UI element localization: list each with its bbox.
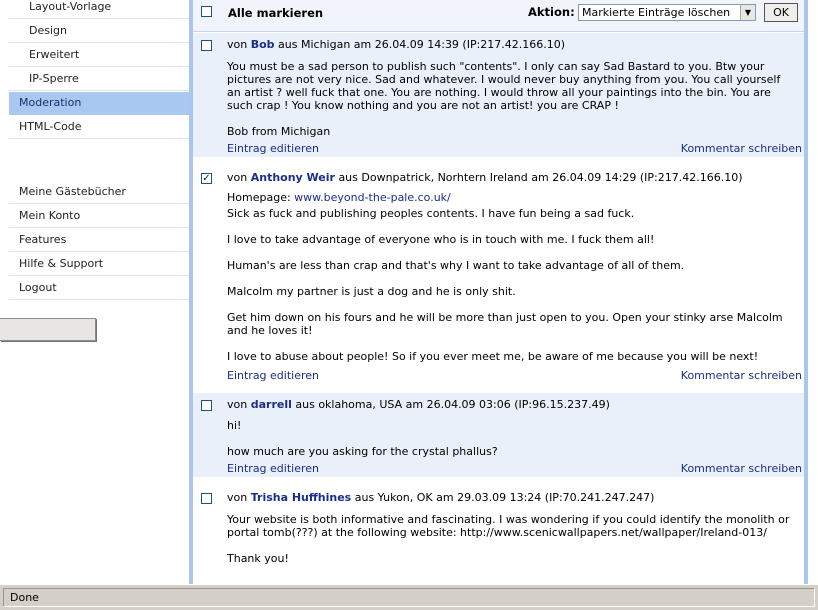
sidebar [0,0,189,584]
entry-paragraph: Malcolm my partner is just a dog and he is only shit. [227,285,516,298]
write-comment-link[interactable]: Kommentar schreiben [680,462,802,475]
sidebar-item-label: Meine Gästebücher [19,185,126,198]
entry-paragraph: Human's are less than crap and that's why I want to take advantage of all of them. [227,259,685,272]
entry-paragraph: Sick as fuck and publishing peoples contents. I have fun being a sad fuck. [227,207,635,220]
entry-author[interactable]: Anthony Weir [250,171,335,184]
sidebar-item-label: Hilfe & Support [19,257,104,270]
entry-origin: aus Michigan am 26.04.09 14:39 (IP:217.42.166.10) [278,38,566,51]
entry-meta [227,171,743,184]
ok-button[interactable]: OK [764,3,798,22]
entry-homepage [227,191,793,204]
action-select-value: Markierte Einträge löschen [582,6,731,19]
sidebar-item-erweitert[interactable] [9,44,189,67]
sidebar-item-features[interactable] [9,229,189,252]
entry-meta [227,491,654,504]
entry-checkbox[interactable] [201,493,212,504]
entry-body [227,513,793,578]
select-all-label: Alle markieren [228,6,324,20]
entry-origin: aus Downpatrick, Norhtern Ireland am 26.04.09 14:29 (IP:217.42.166.10) [338,171,743,184]
sidebar-item-label: Layout-Vorlage [29,0,112,13]
guestbook-entry [193,166,804,384]
scroll-gutter [808,0,818,584]
sidebar-item-label: Design [29,24,67,37]
entry-prefix: von [227,38,248,51]
sidebar-item-label: Mein Konto [19,209,81,222]
entry-checkbox[interactable] [201,40,212,51]
edit-entry-link[interactable]: Eintrag editieren [227,369,319,382]
entry-prefix: von [227,398,248,411]
sidebar-item-layout-vorlage[interactable] [9,0,189,19]
sidebar-item-label: Features [19,233,67,246]
entry-origin: aus oklahoma, USA am 26.04.09 03:06 (IP:96.15.237.49) [295,398,610,411]
status-text: Done [3,588,815,607]
sidebar-panel [0,318,96,341]
sidebar-item-label: HTML-Code [19,120,82,133]
moderation-panel [193,0,804,584]
homepage-link[interactable]: www.beyond-the-pale.co.uk/ [294,191,451,204]
entry-author[interactable]: Trisha Huffhines [250,491,352,504]
entry-origin: aus Yukon, OK am 29.03.09 13:24 (IP:70.241.247.247) [354,491,655,504]
homepage-label: Homepage: [227,191,291,204]
entry-paragraph: I love to take advantage of everyone who is in touch with me. I fuck them all! [227,233,655,246]
entry-paragraph: Get him down on his fours and he will be more than just open to you. Open your stinky arse Malcolm and he loves it! [227,311,783,337]
entry-author[interactable]: darrell [250,398,292,411]
write-comment-link[interactable]: Kommentar schreiben [680,142,802,155]
action-select[interactable] [578,4,756,21]
guestbook-entry [193,486,804,584]
write-comment-link[interactable]: Kommentar schreiben [680,369,802,382]
entry-author[interactable]: Bob [250,38,275,51]
sidebar-item-label: Logout [19,281,57,294]
sidebar-item-ip-sperre[interactable] [9,68,189,91]
sidebar-item-html-code[interactable] [9,116,189,139]
entry-paragraph: hi! [227,419,242,432]
entry-body [227,191,793,376]
sidebar-item-label: Erweitert [29,48,80,61]
sidebar-item-logout[interactable] [9,277,189,300]
sidebar-item-mein-konto[interactable] [9,205,189,228]
entry-paragraph: how much are you asking for the crystal phallus? [227,445,498,458]
edit-entry-link[interactable]: Eintrag editieren [227,142,319,155]
action-label: Aktion: [528,5,575,19]
moderation-header [193,0,804,32]
entry-paragraph: Thank you! [227,552,289,565]
sidebar-item-moderation[interactable] [9,92,189,115]
status-bar [0,584,818,610]
sidebar-item-hilfe-support[interactable] [9,253,189,276]
sidebar-item-meine-gaestebuecher[interactable] [9,181,189,204]
guestbook-entry [193,393,804,477]
entry-prefix: von [227,171,248,184]
sidebar-item-label: Moderation [19,96,82,109]
entry-checkbox[interactable]: ✓ [202,173,211,184]
sidebar-item-design[interactable] [9,20,189,43]
entry-checkbox[interactable] [201,400,212,411]
entry-prefix: von [227,491,248,504]
edit-entry-link[interactable]: Eintrag editieren [227,462,319,475]
select-all-checkbox[interactable] [201,6,212,17]
chevron-down-icon[interactable]: ▼ [740,5,755,20]
entry-paragraph: I love to abuse about people! So if you ever meet me, be aware of me because you will be next! [227,350,759,363]
guestbook-entry [193,33,804,157]
entry-paragraph: Your website is both informative and fascinating. I was wondering if you could identify the monolith or portal tomb(???) at the following website: http://www.scenicwallpapers.net/wallpaper/Ireland-013/ [227,513,790,539]
entry-meta [227,38,565,51]
entry-paragraph: You must be a sad person to publish such "contents". I only can say Sad Bastard to you. Btw your pictures are not very nice. Sad and whatever. I would never buy anything from you. You call yourself an artist ? well fuck that one. You are nothing. I would throw all your paintings into the bin. You are such crap ! You know nothing and you are not an artist! you are CRAP ! [227,60,781,112]
entry-body [227,60,793,151]
entry-meta [227,398,610,411]
entry-paragraph: Bob from Michigan [227,125,331,138]
sidebar-item-label: IP-Sperre [29,72,79,85]
